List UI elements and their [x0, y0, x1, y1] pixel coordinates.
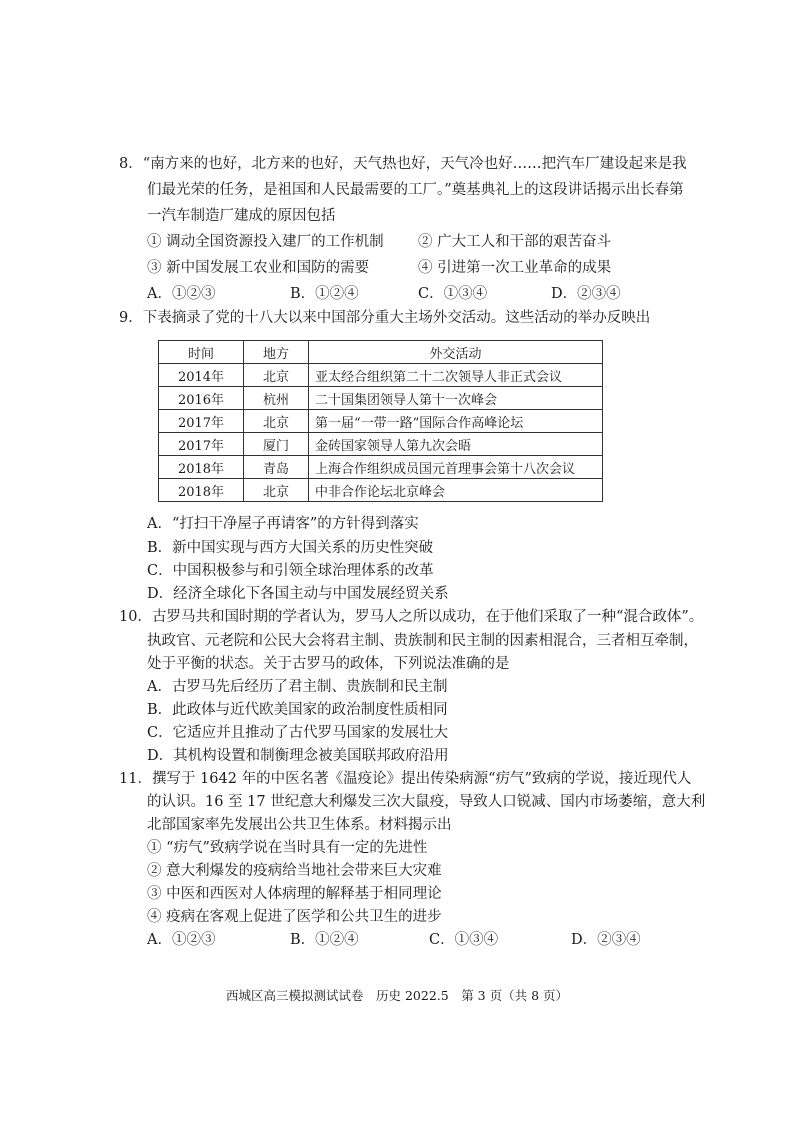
cell-activity: 亚太经合组织第二十二次领导人非正式会议 — [309, 364, 603, 387]
q11-item-3: ③ 中医和西医对人体病理的解释基于相同理论 — [147, 886, 442, 902]
cell-place: 青岛 — [244, 456, 309, 479]
header-time: 时间 — [159, 341, 244, 364]
table-row — [159, 456, 603, 479]
cell-activity: 中非合作论坛北京峰会 — [309, 479, 603, 502]
cell-activity: 金砖国家领导人第九次会晤 — [309, 433, 603, 456]
cell-year: 2018年 — [159, 456, 244, 479]
cell-place: 北京 — [244, 364, 309, 387]
q11-item-2: ② 意大利爆发的疫病给当地社会带来巨大灾难 — [147, 863, 442, 879]
q11-option-d: D．②③④ — [571, 932, 641, 948]
q8-option-a: A．①②③ — [147, 286, 216, 302]
q11-stem-line-1: 11．撰写于 1642 年的中医名著《温疫论》提出传染病源“疠气”致病的学说，接近现代人 — [119, 771, 692, 787]
q11-stem-line-3: 北部国家率先发展出公共卫生体系。材料揭示出 — [147, 817, 452, 833]
header-activity: 外交活动 — [309, 341, 603, 364]
q11-option-c: C．①③④ — [429, 932, 499, 948]
q10-option-d: D．其机构设置和制衡理念被美国联邦政府沿用 — [147, 748, 449, 764]
cell-activity: 二十国集团领导人第十一次峰会 — [309, 387, 603, 410]
table-row — [159, 433, 603, 456]
cell-activity: 上海合作组织成员国元首理事会第十八次会议 — [309, 456, 603, 479]
diplomacy-table — [158, 340, 603, 502]
q9-option-c: C．中国积极参与和引领全球治理体系的改革 — [147, 563, 434, 579]
q8-option-c: C．①③④ — [418, 286, 488, 302]
q8-stem-line-2: 们最光荣的任务，是祖国和人民最需要的工厂。”奠基典礼上的这段讲话揭示出长春第 — [147, 182, 684, 198]
cell-activity: 第一届“一带一路”国际合作高峰论坛 — [309, 410, 603, 433]
cell-place: 北京 — [244, 410, 309, 433]
cell-place: 厦门 — [244, 433, 309, 456]
table-row — [159, 387, 603, 410]
q8-item-2: ② 广大工人和干部的艰苦奋斗 — [418, 234, 612, 250]
q9-stem: 9．下表摘录了党的十八大以来中国部分重大主场外交活动。这些活动的举办反映出 — [119, 310, 651, 326]
q10-stem-line-1: 10．古罗马共和国时期的学者认为，罗马人之所以成功，在于他们采取了一种“混合政体”。 — [119, 609, 704, 625]
q10-option-a: A．古罗马先后经历了君主制、贵族制和民主制 — [147, 679, 448, 695]
q10-stem-line-2: 执政官、元老院和公民大会将君主制、贵族制和民主制的因素相混合，三者相互牵制， — [147, 633, 698, 649]
q9-option-d: D．经济全球化下各国主动与中国发展经贸关系 — [147, 586, 449, 602]
q8-item-1: ① 调动全国资源投入建厂的工作机制 — [147, 234, 384, 250]
q10-stem-line-3: 处于平衡的状态。关于古罗马的政体，下列说法准确的是 — [147, 656, 510, 672]
table-row — [159, 410, 603, 433]
q10-option-b: B．此政体与近代欧美国家的政治制度性质相同 — [147, 702, 448, 718]
header-place: 地方 — [244, 341, 309, 364]
cell-year: 2017年 — [159, 433, 244, 456]
q11-item-4: ④ 疫病在客观上促进了医学和公共卫生的进步 — [147, 909, 442, 925]
q11-item-1: ① “疠气”致病学说在当时具有一定的先进性 — [147, 840, 428, 856]
page-footer: 西城区高三模拟测试试卷 历史 2022.5 第 3 页（共 8 页） — [225, 988, 568, 1003]
q11-stem-line-2: 的认识。16 至 17 世纪意大利爆发三次大鼠疫，导致人口锐减、国内市场萎缩，意大利 — [147, 794, 706, 810]
q9-option-a: A．“打扫干净屋子再请客”的方针得到落实 — [147, 516, 419, 532]
q8-option-d: D．②③④ — [551, 286, 621, 302]
q11-option-a: A．①②③ — [147, 932, 216, 948]
cell-year: 2018年 — [159, 479, 244, 502]
q8-item-3: ③ 新中国发展工农业和国防的需要 — [147, 260, 370, 276]
cell-place: 北京 — [244, 479, 309, 502]
q8-option-b: B．①②④ — [290, 286, 359, 302]
q8-item-4: ④ 引进第一次工业革命的成果 — [418, 260, 612, 276]
cell-year: 2014年 — [159, 364, 244, 387]
table-row — [159, 479, 603, 502]
q11-option-b: B．①②④ — [290, 932, 359, 948]
q8-stem-line-3: 一汽车制造厂建成的原因包括 — [147, 208, 336, 224]
cell-place: 杭州 — [244, 387, 309, 410]
table-header-row — [159, 341, 603, 364]
q9-option-b: B．新中国实现与西方大国关系的历史性突破 — [147, 540, 434, 556]
q10-option-c: C．它适应并且推动了古代罗马国家的发展壮大 — [147, 725, 449, 741]
q8-stem-line-1: 8．“南方来的也好，北方来的也好，天气热也好，天气冷也好……把汽车厂建设起来是我 — [119, 156, 687, 172]
table-row — [159, 364, 603, 387]
cell-year: 2016年 — [159, 387, 244, 410]
cell-year: 2017年 — [159, 410, 244, 433]
